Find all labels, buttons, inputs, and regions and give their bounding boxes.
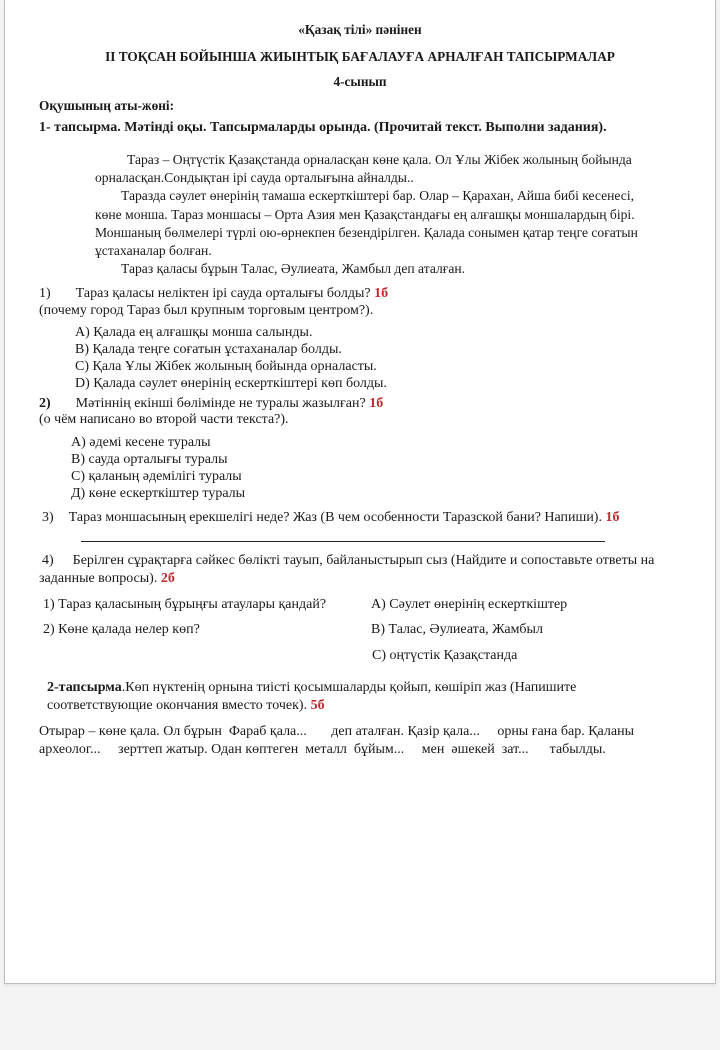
option-b: В) сауда орталығы туралы [71, 452, 228, 467]
text-line: Таразда сәулет өнерінің тамаша ескерткіштері бар. Олар – Қарахан, Айша бибі кесенесі, [121, 188, 634, 204]
subject-line: «Қазақ тілі» пәнінен [298, 22, 422, 37]
task2-instruction: соответствующие окончания вместо точек). [47, 698, 308, 713]
grade-label: 4-сынып [333, 74, 387, 89]
points-badge: 1б [369, 396, 384, 411]
task2-label: 2-тапсырма [47, 680, 122, 695]
match-question-2: 2) Көне қалада нелер көп? [43, 622, 200, 637]
question-text: Тараз қаласы неліктен ірі сауда орталығы болды? [75, 286, 371, 301]
option-a: A) Қалада ең алғашқы монша салынды. [75, 325, 313, 340]
option-a: А) әдемі кесене туралы [71, 435, 211, 450]
task1-heading: 1- тапсырма. Мәтінді оқы. Тапсырмаларды орында. (Прочитай текст. Выполни задания). [39, 120, 607, 135]
question-2-options [71, 434, 245, 502]
question-1-translation: (почему город Тараз был крупным торговым центром?). [39, 303, 374, 318]
option-d: Д) көне ескерткіштер туралы [71, 486, 246, 501]
text-line: көне монша. Тараз моншасы – Орта Азия мен Қазақстандағы ең алғашқы моншалардың бірі. [95, 206, 635, 222]
question-text: Тараз моншасының ерекшелігі неде? Жаз (В чем особенности Таразской бани? Напиши). [68, 510, 602, 525]
question-2-translation: (о чём написано во второй части текста?). [39, 412, 289, 427]
question-text: Мәтіннің екінші бөлімінде не туралы жазылған? [75, 396, 366, 411]
question-text: Берілген сұрақтарға сәйкес бөлікті тауып, байланыстырып сыз (Найдите и сопоставьте ответы на [72, 553, 655, 568]
question-4-line2 [39, 571, 175, 587]
match-answer-b: В) Талас, Әулиеата, Жамбыл [371, 622, 543, 637]
text-line: ұстаханалар болған. [95, 243, 212, 259]
option-b: B) Қалада теңге соғатын ұстаханалар болды. [75, 342, 342, 357]
points-badge: 2б [160, 571, 175, 586]
task2-text-line: Отырар – көне қала. Ол бұрын Фараб қала... деп аталған. Қазір қала... орны ғана бар. Қаланы [39, 724, 634, 739]
points-badge: 1б [374, 286, 389, 301]
question-number: 3) [42, 510, 54, 525]
option-c: С) қаланың әдемілігі туралы [71, 469, 242, 484]
match-question-1: 1) Тараз қаласының бұрыңғы атаулары қандай? [43, 597, 327, 612]
text-line: Тараз қаласы бұрын Талас, Әулиеата, Жамбыл деп аталған. [121, 261, 466, 277]
document-title: II ТОҚСАН БОЙЫНША ЖИЫНТЫҚ БАҒАЛАУҒА АРНАЛҒАН ТАПСЫРМАЛАР [105, 49, 615, 64]
match-answer-a: А) Сәулет өнерінің ескерткіштер [371, 597, 568, 612]
question-1 [39, 286, 388, 302]
match-answer-c: С) оңтүстік Қазақстанда [372, 648, 518, 663]
points-badge: 1б [605, 510, 620, 525]
answer-line[interactable] [81, 541, 605, 542]
task2-heading-line2 [47, 698, 325, 714]
question-text: заданные вопросы). [39, 571, 158, 586]
question-4 [42, 553, 654, 569]
question-number: 1) [39, 286, 51, 301]
text-line: Тараз – Оңтүстік Қазақстанда орналасқан көне қала. Ол Ұлы Жібек жолының бойында [127, 152, 632, 167]
option-c: C) Қала Ұлы Жібек жолының бойында орналасты. [75, 359, 377, 374]
question-1-options [75, 324, 387, 392]
reading-text [39, 151, 679, 278]
task2-heading [47, 680, 576, 696]
text-line: орналасқан.Сондықтан ірі сауда орталығына айналды.. [95, 170, 414, 186]
task2-instruction: .Көп нүктенің орнына тиісті қосымшаларды қойып, көшіріп жаз (Напишите [121, 680, 577, 695]
question-number: 2) [39, 396, 51, 411]
document-page [4, 0, 716, 984]
question-3 [42, 510, 619, 526]
option-d: D) Қалада сәулет өнерінің ескерткіштері көп болды. [75, 376, 387, 391]
student-name-label: Оқушының аты-жөні: [39, 98, 175, 113]
question-number: 4) [42, 553, 54, 568]
task2-text-line: археолог... зерттеп жатыр. Одан көптеген металл бұйым... мен әшекей зат... табылды. [39, 742, 606, 757]
text-line: Моншаның бөлмелері түрлі ою-өрнекпен безендірілген. Қалада сонымен қатар теңге соғатын [95, 224, 638, 240]
question-2 [39, 396, 383, 412]
points-badge: 5б [310, 698, 325, 713]
